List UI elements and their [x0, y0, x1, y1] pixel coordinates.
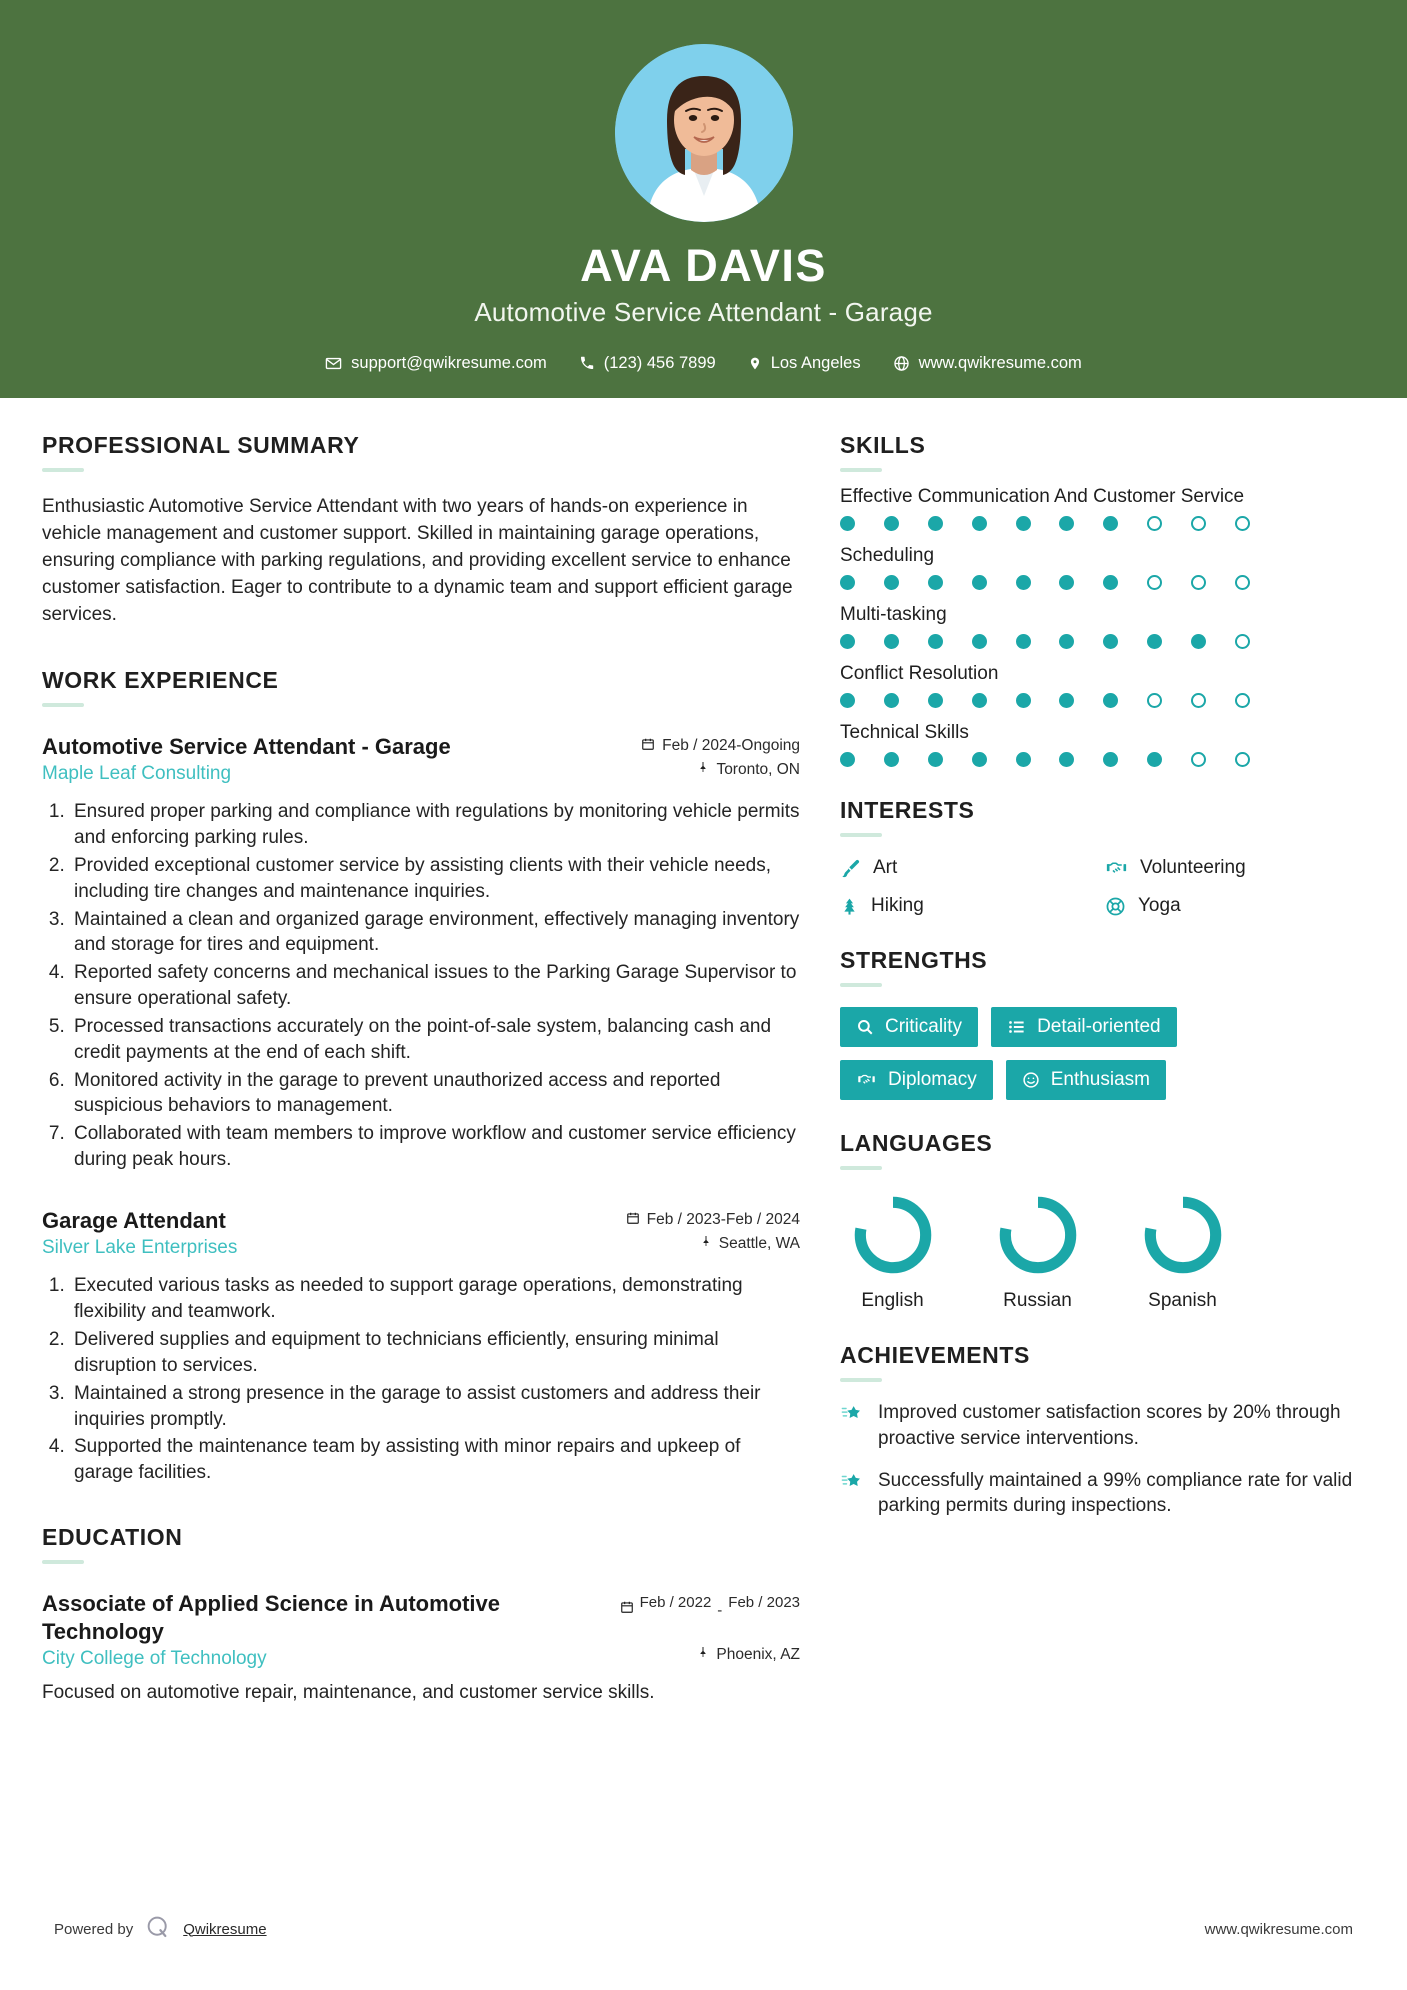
rating-dot-filled: [1059, 634, 1074, 649]
rating-dot-filled: [884, 575, 899, 590]
section-title-skills: SKILLS: [840, 432, 926, 458]
candidate-job-title: Automotive Service Attendant - Garage: [474, 296, 933, 327]
strengths-list: [840, 1007, 1260, 1100]
section-title-interests: INTERESTS: [840, 797, 975, 823]
strength-chip: [1006, 1060, 1166, 1100]
footer-website[interactable]: www.qwikresume.com: [1204, 1920, 1353, 1938]
calendar-icon: [626, 1211, 640, 1230]
handshake-icon: [1105, 858, 1128, 879]
rating-dot-empty: [1147, 693, 1162, 708]
section-rule: [42, 703, 84, 707]
skill-label: Technical Skills: [840, 722, 969, 743]
education-item: [42, 1590, 800, 1706]
section-strengths: [840, 947, 1365, 1100]
bullet-item: 3. Maintained a strong presence in the garage to assist customers and address their inquiries promptly.: [70, 1381, 800, 1433]
rating-dot-empty: [1191, 752, 1206, 767]
resume-footer: [0, 1914, 1407, 1944]
magnifier-icon: [856, 1018, 874, 1036]
rating-dot-filled: [928, 693, 943, 708]
section-title-strengths: STRENGTHS: [840, 947, 988, 973]
location-pin-icon: [748, 355, 762, 372]
section-rule: [840, 468, 882, 472]
section-title-experience: WORK EXPERIENCE: [42, 666, 279, 693]
achievement-item: [840, 1468, 1365, 1520]
education-date-end: Feb / 2023: [728, 1594, 800, 1612]
rating-dot-filled: [1016, 752, 1031, 767]
rating-dot-empty: [1235, 516, 1250, 531]
rating-dot-filled: [928, 516, 943, 531]
section-achievements: [840, 1342, 1365, 1519]
rating-dot-filled: [1016, 634, 1031, 649]
summary-text: Enthusiastic Automotive Service Attendant with two years of hands-on experience in vehicle management and customer support. Skilled in maintaining garage operations, ensuring compliance with parking regulations, and providing excellent service to enhance customer satisfaction. Eager to contribute to a dynamic team and support efficient garage services.: [42, 496, 793, 625]
language-item: [985, 1192, 1090, 1312]
languages-list: [840, 1192, 1365, 1312]
pin-icon: [697, 760, 709, 779]
rating-dot-empty: [1235, 634, 1250, 649]
section-interests: [840, 797, 1365, 917]
section-education: [42, 1524, 800, 1706]
section-skills: [840, 432, 1365, 767]
rating-dot-filled: [884, 693, 899, 708]
section-rule: [840, 983, 882, 987]
left-column: [42, 432, 800, 1710]
section-languages: [840, 1130, 1365, 1312]
bullet-item: 2. Delivered supplies and equipment to technicians efficiently, ensuring minimal disruption to services.: [70, 1327, 800, 1379]
bullet-item: 1. Executed various tasks as needed to support garage operations, demonstrating flexibility and teamwork.: [70, 1273, 800, 1325]
rating-dot-filled: [1059, 752, 1074, 767]
skill-rating: [840, 634, 1250, 649]
calendar-icon: [641, 737, 655, 756]
skill-label: Effective Communication And Customer Service: [840, 486, 1245, 507]
candidate-name: AVA DAVIS: [580, 240, 827, 291]
rating-dot-filled: [1016, 575, 1031, 590]
rating-dot-filled: [1103, 634, 1118, 649]
language-progress-ring: [850, 1192, 936, 1278]
contact-email[interactable]: [309, 354, 563, 373]
achievement-item: [840, 1400, 1365, 1452]
education-date-separator: -: [717, 1602, 723, 1620]
rating-dot-filled: [1016, 516, 1031, 531]
bullet-item: 1. Ensured proper parking and compliance with regulations by monitoring vehicle permits and enforcing parking rules.: [70, 799, 800, 851]
experience-location-text: Seattle, WA: [718, 1234, 800, 1252]
pin-icon: [697, 1645, 709, 1664]
interest-item: [1105, 895, 1365, 917]
rating-dot-filled: [1103, 693, 1118, 708]
strength-label: Diplomacy: [888, 1069, 977, 1090]
contact-website[interactable]: [877, 354, 1098, 373]
experience-role: Automotive Service Attendant - Garage: [42, 733, 451, 759]
experience-location: [697, 760, 800, 779]
experience-dates-text: Feb / 2024-Ongoing: [662, 737, 800, 755]
education-date-start: Feb / 2022: [639, 1594, 712, 1612]
rating-dot-empty: [1191, 693, 1206, 708]
experience-item: [42, 1207, 800, 1486]
lifebuoy-icon: [1105, 896, 1126, 917]
education-dates: [615, 1594, 800, 1621]
rating-dot-filled: [840, 634, 855, 649]
rating-dot-filled: [1191, 634, 1206, 649]
rating-dot-empty: [1191, 575, 1206, 590]
rating-dot-filled: [972, 693, 987, 708]
section-title-languages: LANGUAGES: [840, 1130, 993, 1156]
contact-location: [732, 354, 877, 373]
language-label: Spanish: [1148, 1290, 1217, 1311]
section-rule: [840, 1378, 882, 1382]
globe-icon: [893, 355, 910, 372]
envelope-icon: [325, 355, 342, 372]
strength-chip: [840, 1007, 978, 1047]
strength-label: Enthusiasm: [1050, 1069, 1150, 1090]
section-title-summary: PROFESSIONAL SUMMARY: [42, 432, 360, 458]
contact-bar: [0, 354, 1407, 373]
handshake-icon: [856, 1071, 877, 1089]
experience-item: [42, 733, 800, 1173]
skill-item: [840, 486, 1365, 531]
contact-email-text: support@qwikresume.com: [351, 353, 547, 372]
rating-dot-filled: [928, 575, 943, 590]
rating-dot-filled: [1059, 516, 1074, 531]
section-title-education: EDUCATION: [42, 1524, 183, 1551]
language-label: English: [861, 1290, 924, 1311]
bullet-item: 7. Collaborated with team members to improve workflow and customer service efficiency during peak hours.: [70, 1121, 800, 1173]
bullet-item: 4. Reported safety concerns and mechanical issues to the Parking Garage Supervisor to ensure operational safety.: [70, 960, 800, 1012]
contact-phone[interactable]: [563, 354, 732, 373]
experience-dates: [615, 1211, 800, 1230]
strength-label: Detail-oriented: [1037, 1016, 1161, 1037]
experience-dates: [615, 737, 800, 756]
rating-dot-filled: [1103, 752, 1118, 767]
interest-label: Hiking: [871, 895, 924, 916]
language-item: [1130, 1192, 1235, 1312]
tree-icon: [840, 896, 859, 917]
rating-dot-filled: [1103, 575, 1118, 590]
education-description: Focused on automotive repair, maintenance, and customer service skills.: [42, 1682, 655, 1704]
interest-item: [840, 895, 1105, 917]
section-title-achievements: ACHIEVEMENTS: [840, 1342, 1030, 1368]
interest-label: Volunteering: [1140, 857, 1246, 878]
section-rule: [42, 468, 84, 472]
skill-item: [840, 545, 1365, 590]
experience-company: Maple Leaf Consulting: [42, 763, 232, 785]
achievement-text: Successfully maintained a 99% compliance rate for valid parking permits during inspections.: [878, 1469, 1353, 1517]
interest-label: Yoga: [1138, 895, 1181, 916]
rating-dot-empty: [1191, 516, 1206, 531]
skill-item: [840, 663, 1365, 708]
avatar: [615, 44, 793, 222]
rating-dot-filled: [1016, 693, 1031, 708]
language-progress-ring: [995, 1192, 1081, 1278]
interests-list: [840, 857, 1365, 917]
rating-dot-filled: [972, 634, 987, 649]
bullet-item: 6. Monitored activity in the garage to prevent unauthorized access and reported suspicious behaviors to management.: [70, 1068, 800, 1120]
powered-by-label: Powered by: [54, 1920, 134, 1938]
star-badge-icon: [840, 1400, 864, 1430]
rating-dot-filled: [1059, 693, 1074, 708]
rating-dot-filled: [884, 752, 899, 767]
strength-label: Criticality: [885, 1016, 963, 1037]
skill-rating: [840, 752, 1250, 767]
resume-header: [0, 0, 1407, 398]
interest-item: [1105, 857, 1365, 879]
bullet-item: 4. Supported the maintenance team by assisting with minor repairs and upkeep of garage facilities.: [70, 1434, 800, 1486]
qwikresume-link[interactable]: Qwikresume: [183, 1920, 267, 1938]
paintbrush-icon: [840, 858, 861, 879]
contact-location-text: Los Angeles: [770, 353, 861, 372]
contact-website-text: www.qwikresume.com: [918, 353, 1082, 372]
rating-dot-filled: [1103, 516, 1118, 531]
rating-dot-empty: [1147, 516, 1162, 531]
star-badge-icon: [840, 1468, 864, 1498]
rating-dot-filled: [840, 693, 855, 708]
experience-company: Silver Lake Enterprises: [42, 1237, 238, 1259]
rating-dot-filled: [972, 752, 987, 767]
experience-location: [700, 1234, 800, 1253]
calendar-icon: [620, 1594, 634, 1620]
skill-item: [840, 722, 1365, 767]
list-icon: [1007, 1018, 1026, 1036]
powered-by-block: [54, 1914, 267, 1944]
skill-rating: [840, 575, 1250, 590]
rating-dot-filled: [972, 516, 987, 531]
section-rule: [840, 1166, 882, 1170]
skill-item: [840, 604, 1365, 649]
education-school: City College of Technology: [42, 1648, 267, 1670]
bullet-item: 3. Maintained a clean and organized garage environment, effectively managing inventory and storage for tires and equipment.: [70, 907, 800, 959]
rating-dot-filled: [1147, 634, 1162, 649]
qwikresume-logo-icon: [145, 1914, 171, 1944]
experience-bullets: [42, 1273, 800, 1486]
right-column: [840, 432, 1365, 1535]
language-label: Russian: [1003, 1290, 1072, 1311]
achievements-list: [840, 1400, 1365, 1519]
strength-chip: [840, 1060, 993, 1100]
rating-dot-empty: [1235, 575, 1250, 590]
rating-dot-filled: [972, 575, 987, 590]
rating-dot-empty: [1147, 575, 1162, 590]
skill-rating: [840, 516, 1250, 531]
experience-dates-text: Feb / 2023-Feb / 2024: [646, 1211, 800, 1229]
experience-bullets: [42, 799, 800, 1173]
skill-label: Scheduling: [840, 545, 935, 566]
language-progress-ring: [1140, 1192, 1226, 1278]
phone-icon: [579, 355, 595, 371]
rating-dot-filled: [928, 634, 943, 649]
pin-icon: [700, 1234, 712, 1253]
bullet-item: 5. Processed transactions accurately on the point-of-sale system, balancing cash and credit payments at the end of each shift.: [70, 1014, 800, 1066]
rating-dot-filled: [840, 752, 855, 767]
resume-body: [0, 398, 1407, 1710]
rating-dot-empty: [1235, 752, 1250, 767]
skill-label: Conflict Resolution: [840, 663, 999, 684]
rating-dot-filled: [1059, 575, 1074, 590]
smiley-icon: [1022, 1071, 1040, 1089]
section-rule: [42, 1560, 84, 1564]
skill-label: Multi-tasking: [840, 604, 947, 625]
education-location-text: Phoenix, AZ: [716, 1645, 800, 1663]
experience-role: Garage Attendant: [42, 1207, 226, 1233]
experience-location-text: Toronto, ON: [716, 760, 800, 778]
bullet-item: 2. Provided exceptional customer service by assisting clients with their vehicle needs, including tire changes and maintenance inquiries.: [70, 853, 800, 905]
section-professional-summary: [42, 432, 800, 629]
section-work-experience: [42, 667, 800, 1486]
achievement-text: Improved customer satisfaction scores by 20% through proactive service interventions.: [878, 1402, 1341, 1449]
language-item: [840, 1192, 945, 1312]
education-degree: Associate of Applied Science in Automotive Technology: [42, 1591, 501, 1644]
strength-chip: [991, 1007, 1177, 1047]
rating-dot-filled: [884, 634, 899, 649]
rating-dot-filled: [840, 516, 855, 531]
rating-dot-empty: [1235, 693, 1250, 708]
section-rule: [840, 833, 882, 837]
education-location: [697, 1645, 800, 1664]
interest-label: Art: [873, 857, 898, 878]
rating-dot-filled: [884, 516, 899, 531]
rating-dot-filled: [840, 575, 855, 590]
contact-phone-text: (123) 456 7899: [603, 353, 716, 372]
skill-rating: [840, 693, 1250, 708]
interest-item: [840, 857, 1105, 879]
rating-dot-filled: [1147, 752, 1162, 767]
rating-dot-filled: [928, 752, 943, 767]
